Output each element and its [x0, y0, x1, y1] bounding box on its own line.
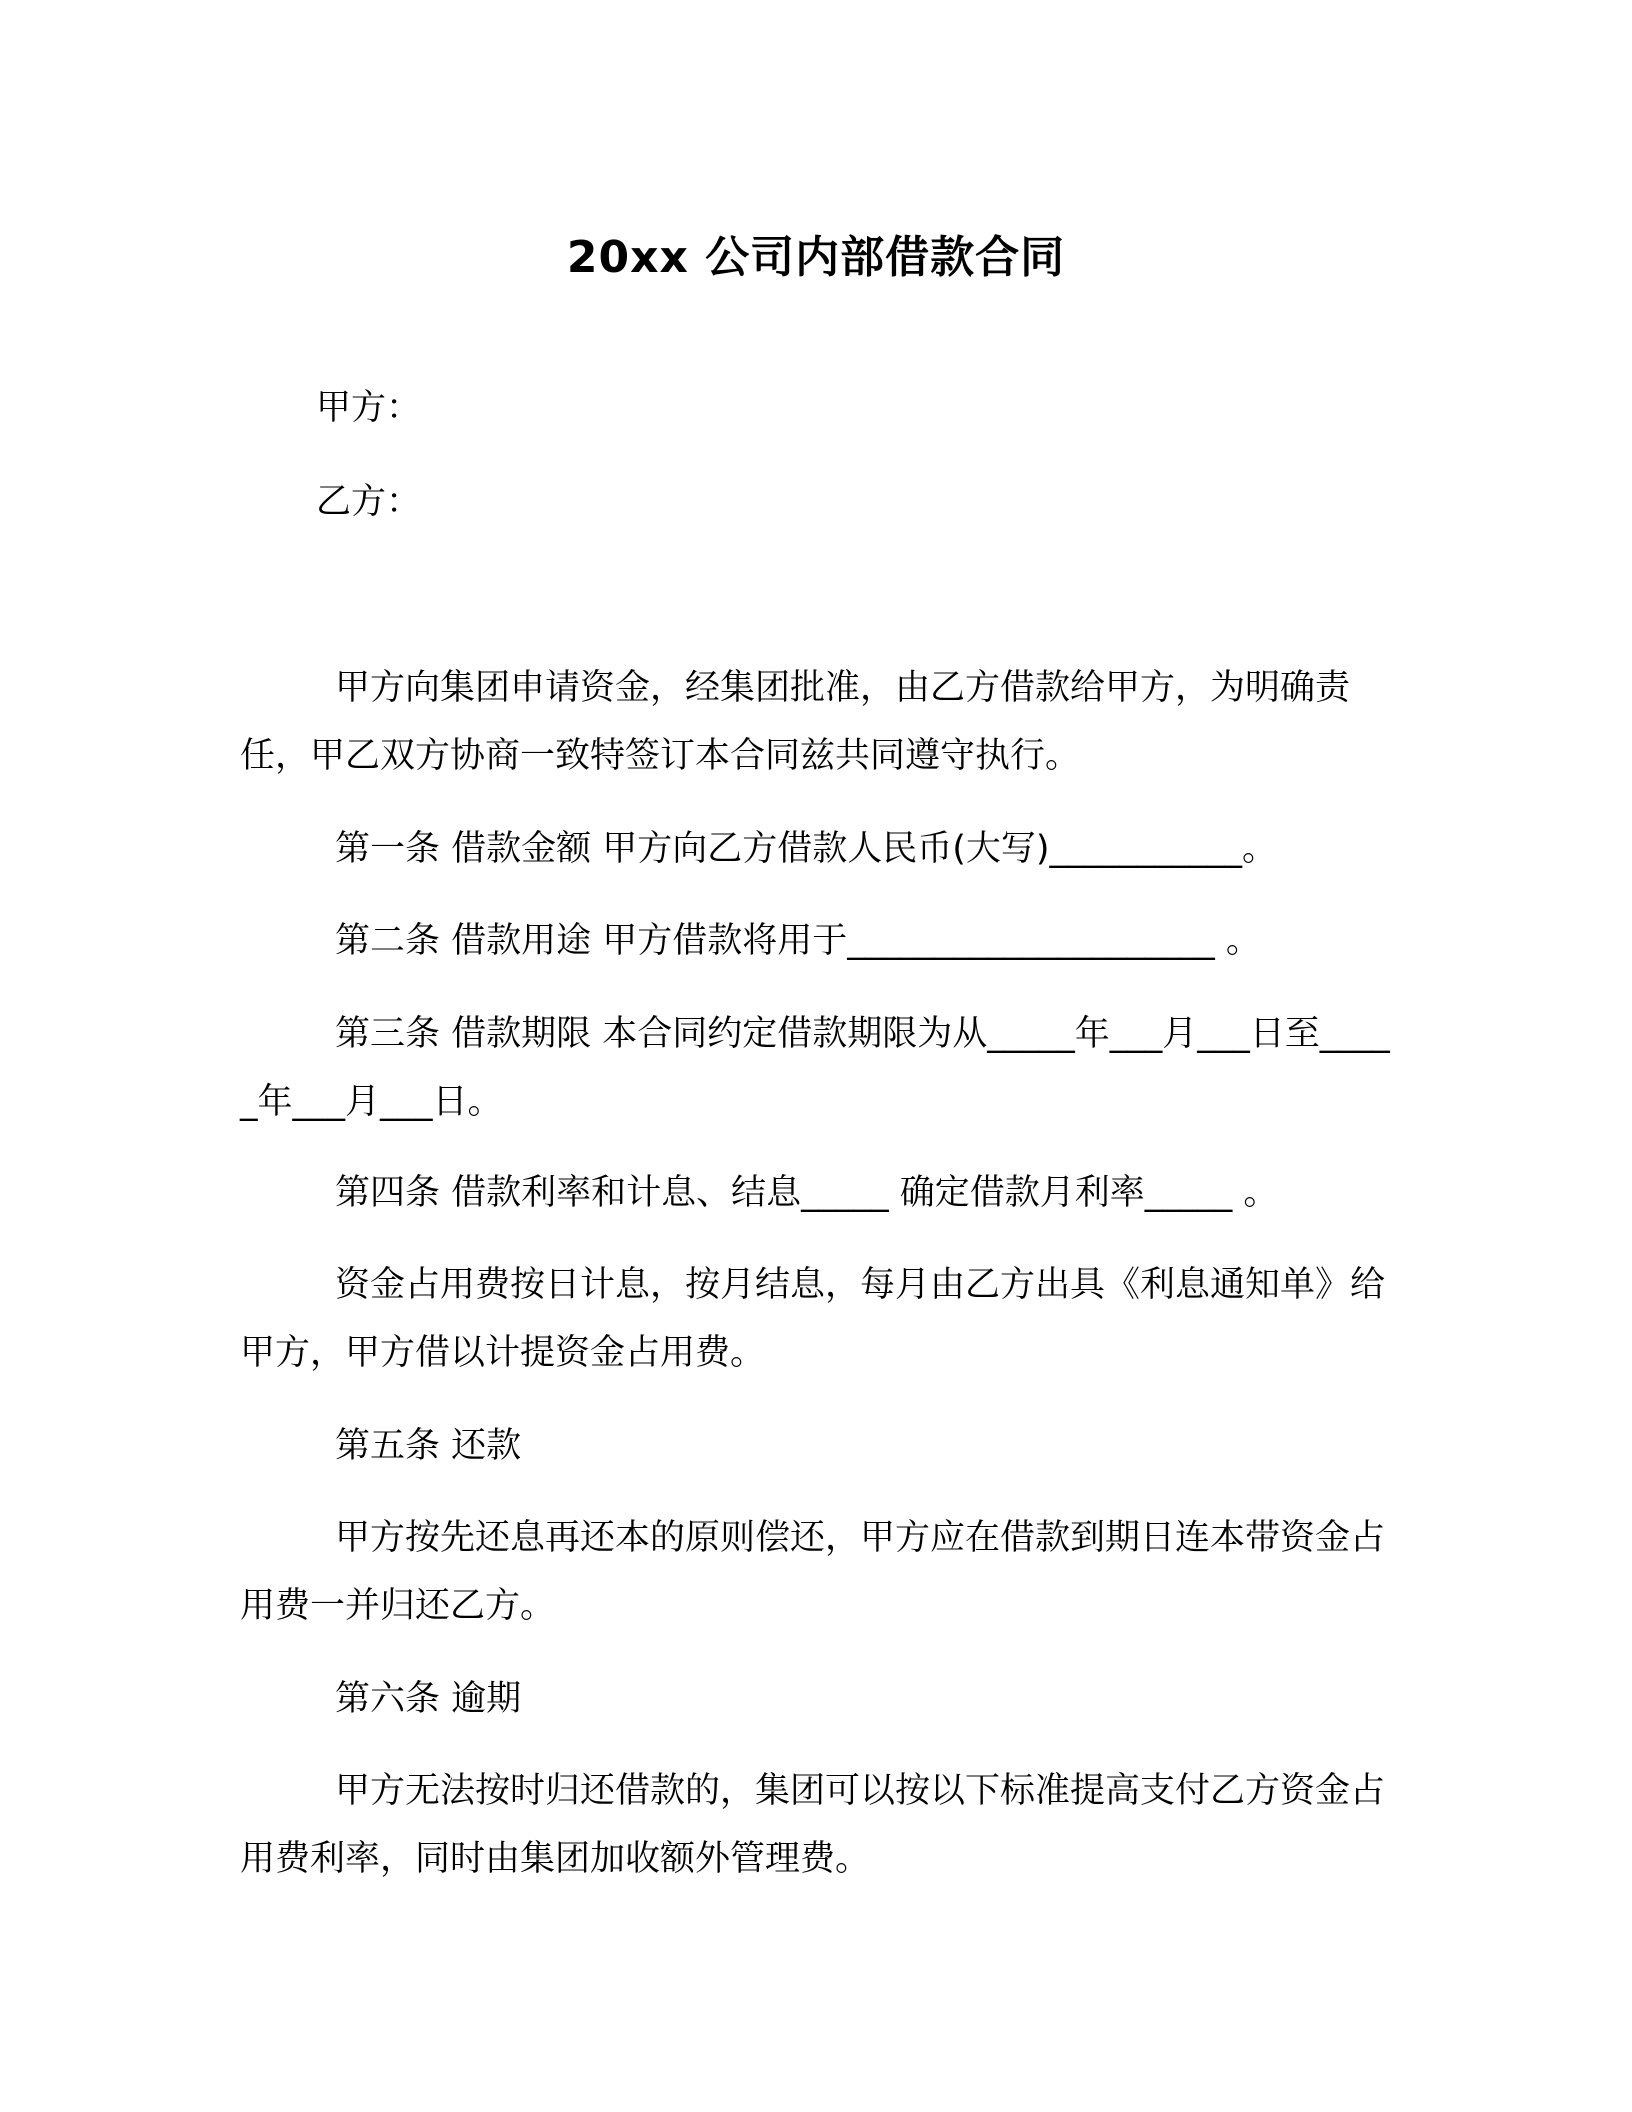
document-title: 20xx 公司内部借款合同 — [566, 232, 1066, 283]
article-4-interest: 第四条 借款利率和计息、结息_____ 确定借款月利率_____ 。 — [335, 1173, 1279, 1213]
article-5-heading: 第五条 还款 — [335, 1426, 522, 1466]
party-a-label: 甲方： — [316, 388, 422, 428]
repayment-paragraph: 甲方按先还息再还本的原则偿还，甲方应在借款到期日连本带资金占用费一并归还乙方。 — [240, 1518, 1386, 1626]
article-2-purpose: 第二条 借款用途 甲方借款将用于_____________________ 。 — [335, 921, 1261, 961]
interest-calculation-paragraph: 资金占用费按日计息，按月结息，每月由乙方出具《利息通知单》给甲方，甲方借以计提资金占用费。 — [240, 1265, 1386, 1373]
article-1-amount: 第一条 借款金额 甲方向乙方借款人民币(大写)___________。 — [335, 829, 1278, 869]
article-6-heading: 第六条 逾期 — [335, 1679, 522, 1719]
intro-paragraph: 甲方向集团申请资金，经集团批准，由乙方借款给甲方，为明确责任，甲乙双方协商一致特签订本合同兹共同遵守执行。 — [240, 668, 1351, 776]
party-b-label: 乙方： — [316, 482, 422, 522]
article-3-term: 第三条 借款期限 本合同约定借款期限为从_____年___月___日至_____年___月___日。 — [240, 1014, 1390, 1122]
overdue-paragraph: 甲方无法按时归还借款的，集团可以按以下标准提高支付乙方资金占用费利率，同时由集团加收额外管理费。 — [240, 1771, 1386, 1879]
